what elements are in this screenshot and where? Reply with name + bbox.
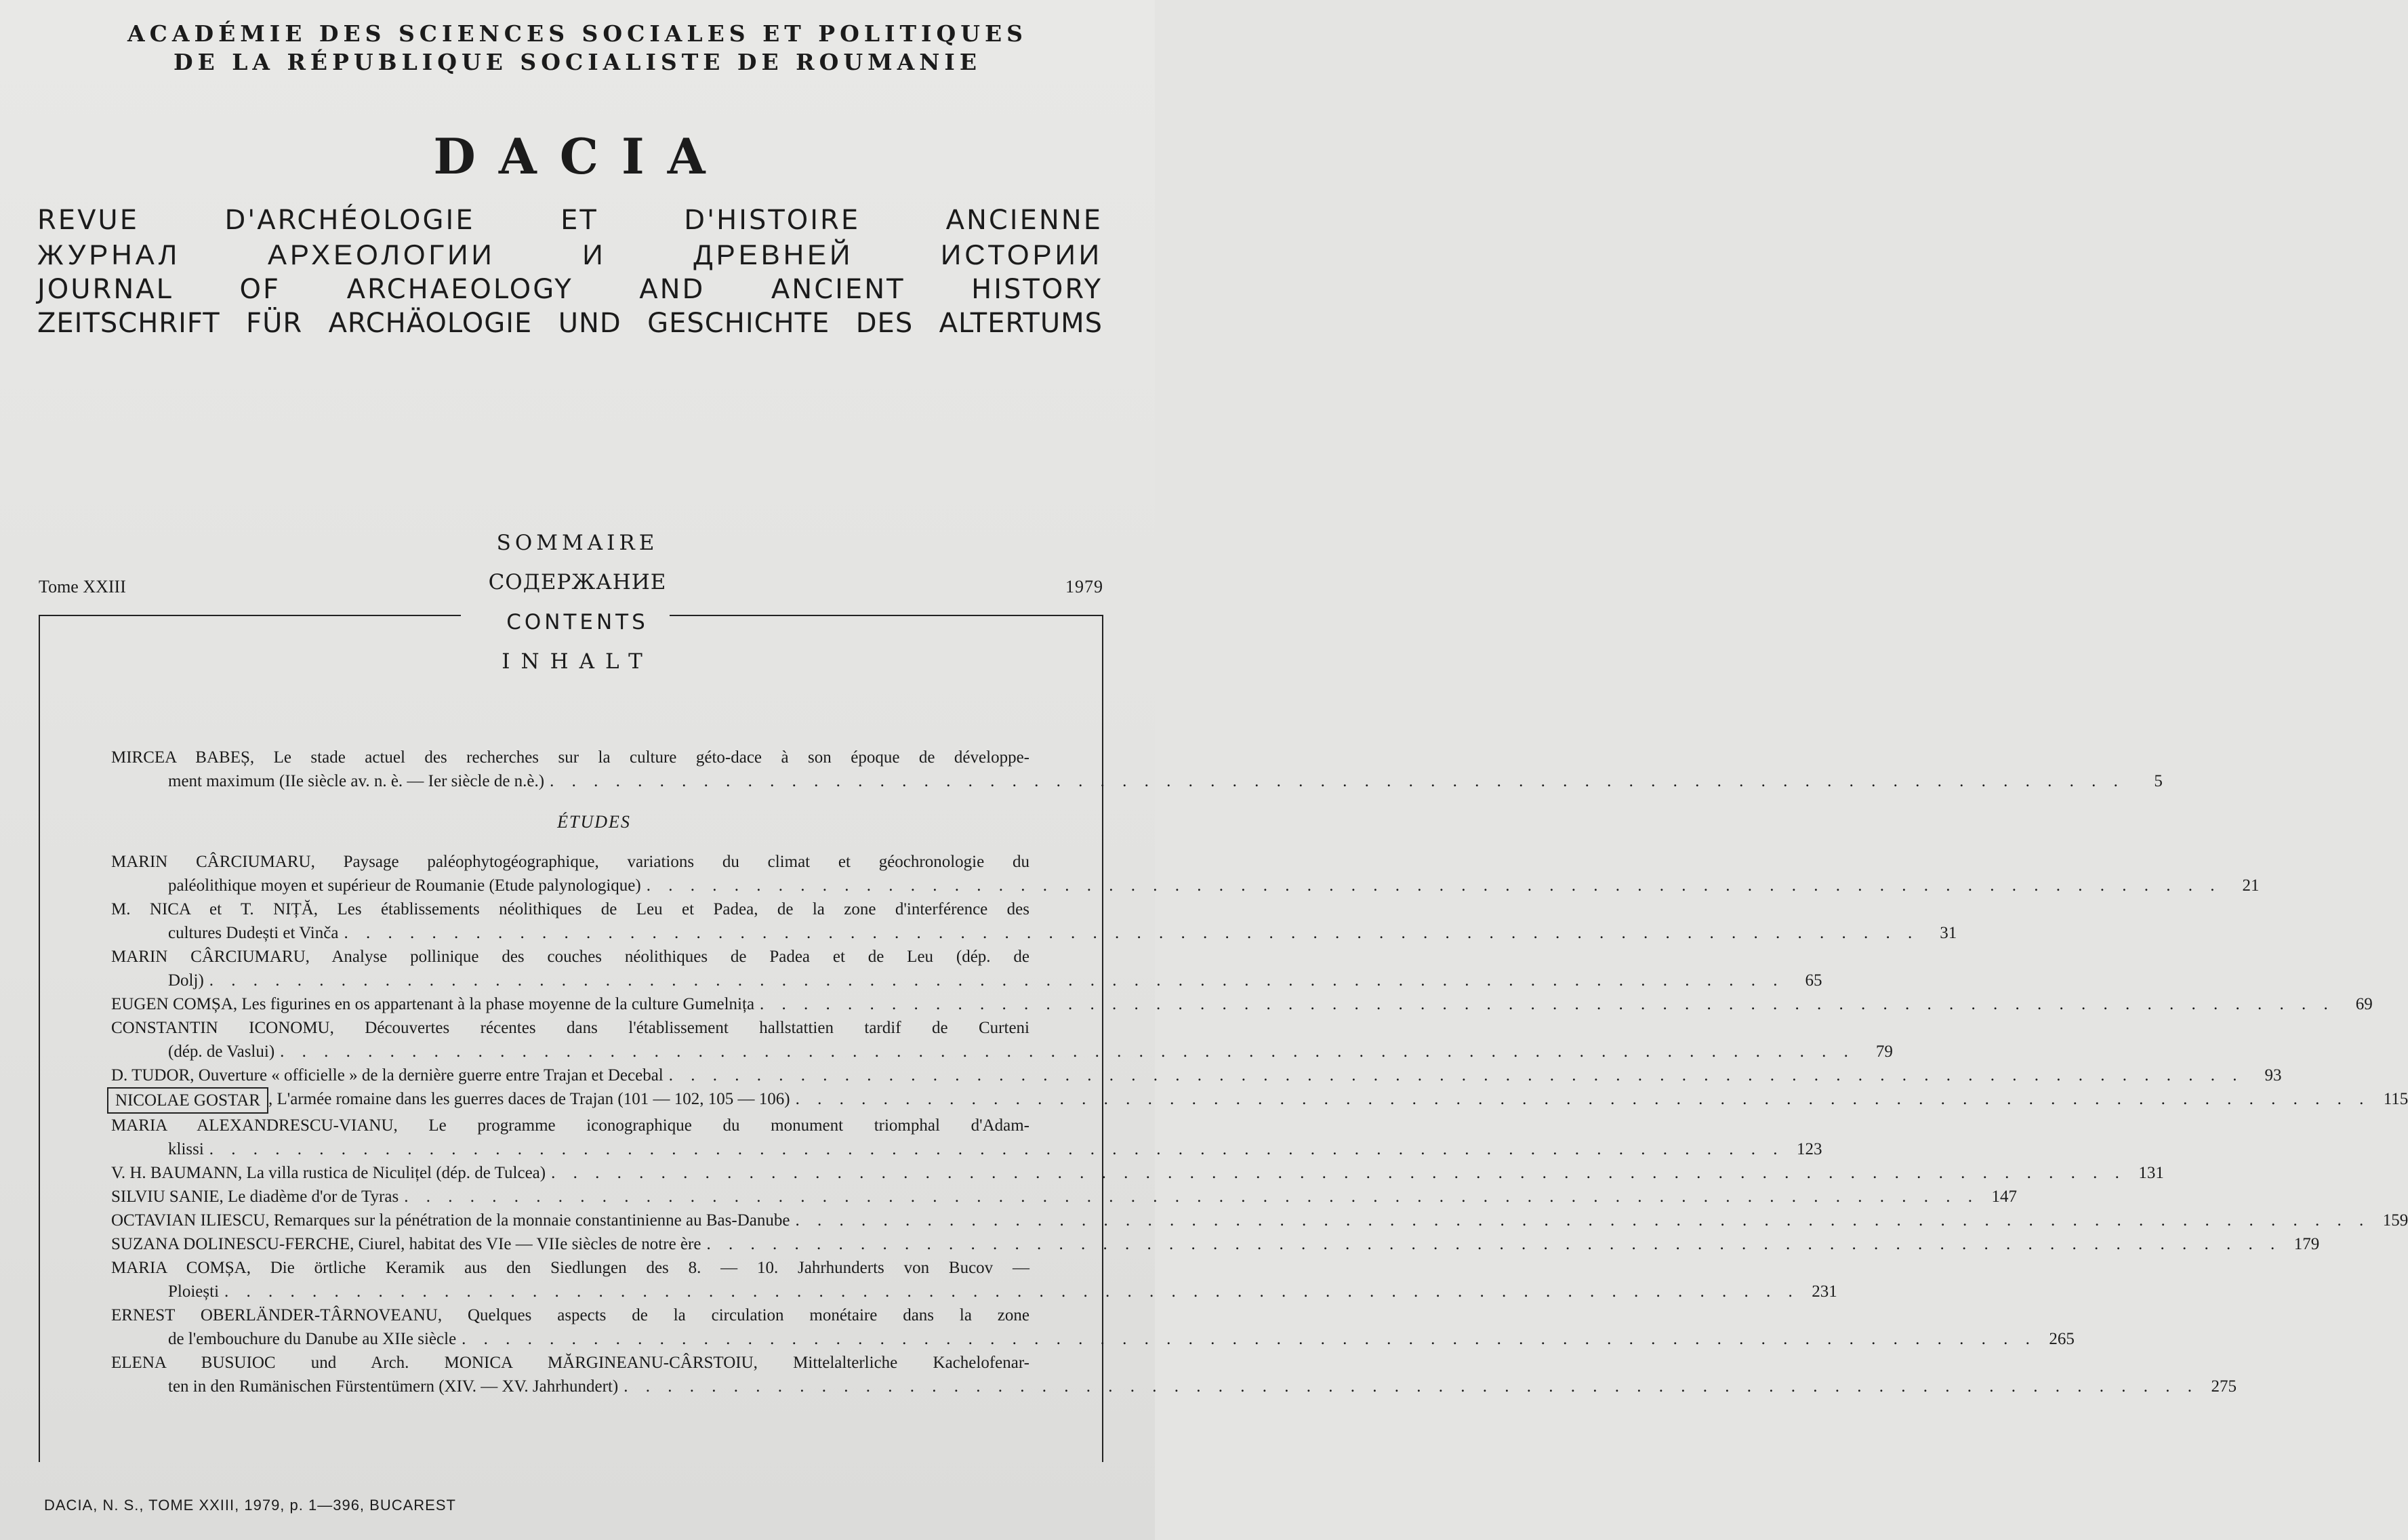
toc-page-number: 131: [2138, 1164, 2164, 1182]
contents-heading-russian: СОДЕРЖАНИЕ: [488, 570, 667, 594]
dot-leader: . . . . . . . . . . . . . . . . . . . . . . . . . . . . . . . . . . . . . . . . . . . . . . . . . . . . . . . . . . . . . . . . . . . . . . . .: [344, 924, 1919, 942]
toc-entry[interactable]: [111, 1063, 2282, 1087]
dot-leader: . . . . . . . . . . . . . . . . . . . . . . . . . . . . . . . . . . . . . . . . . . . . . . . . . . . . . . . . . . . . . . . . . . . . . . . .: [224, 1282, 1799, 1301]
toc-entry-line2: Dolj): [168, 971, 204, 990]
subtitle-german: ZEITSCHRIFT FÜR ARCHÄOLOGIE UND GESCHICHTE DES ALTERTUMS: [37, 308, 1103, 339]
toc-entry-line1: , L'armée romaine dans les guerres daces de Trajan (101 — 102, 105 — 106): [268, 1090, 790, 1108]
toc-entry-line1: D. TUDOR, Ouverture « officielle » de la dernière guerre entre Trajan et Decebal: [111, 1066, 664, 1085]
dot-leader: . . . . . . . . . . . . . . . . . . . . . . . . . . . . . . . . . . . . . . . . . . . . . . . . . . . . . . . . . . . . . . . . . . . . . . . .: [624, 1377, 2199, 1396]
toc-entry-line1: ELENA BUSUIOC und Arch. MONICA MĂRGINEANU-CÂRSTOIU, Mittelalterliche Kachelofenar-: [111, 1354, 1029, 1372]
toc-entry-line2: ment maximum (IIe siècle av. n. è. — Ier siècle de n.è.): [168, 772, 545, 790]
toc-entry-line2: de l'embouchure du Danube au XIIe siècle: [168, 1330, 457, 1348]
toc-entry[interactable]: [111, 897, 1957, 945]
toc-page-number: 5: [2154, 772, 2163, 790]
toc-page-number: 21: [2242, 876, 2260, 895]
toc-entry-line1: V. H. BAUMANN, La villa rustica de Niculițel (dép. de Tulcea): [111, 1164, 546, 1182]
toc-entry[interactable]: [111, 1161, 2164, 1185]
frame-top-left-rule: [39, 615, 461, 616]
toc-page-number: 79: [1875, 1042, 1893, 1061]
toc-entry-line2: klissi: [168, 1140, 204, 1158]
toc-page-number: 93: [2264, 1066, 2282, 1085]
toc-list: [111, 850, 2408, 1398]
dot-leader: . . . . . . . . . . . . . . . . . . . . . . . . . . . . . . . . . . . . . . . . . . . . . . . . . . . . . . . . . . . . . . . . . . . . . . . .: [646, 876, 2222, 895]
toc-entry[interactable]: [111, 945, 1822, 992]
dot-leader: . . . . . . . . . . . . . . . . . . . . . . . . . . . . . . . . . . . . . . . . . . . . . . . . . . . . . . . . . . . . . . . . . . . . . . . .: [462, 1330, 2037, 1348]
dot-leader: . . . . . . . . . . . . . . . . . . . . . . . . . . . . . . . . . . . . . . . . . . . . . . . . . . . . . . . . . . . . . . . . . . . . . . . .: [760, 995, 2335, 1013]
toc-entry-intro[interactable]: [111, 746, 2163, 793]
dot-leader: . . . . . . . . . . . . . . . . . . . . . . . . . . . . . . . . . . . . . . . . . . . . . . . . . . . . . . . . . . . . . . . . . . . . . . . .: [404, 1188, 1979, 1206]
toc-entry[interactable]: [111, 1303, 2075, 1351]
toc-entry-line1: MARIN CÂRCIUMARU, Analyse pollinique des couches néolithiques de Padea et de Leu (dép. de: [111, 948, 1029, 966]
toc-page-number: 275: [2211, 1377, 2237, 1396]
toc-page-number: 65: [1805, 971, 1822, 990]
dot-leader: . . . . . . . . . . . . . . . . . . . . . . . . . . . . . . . . . . . . . . . . . . . . . . . . . . . . . . . . . . . . . . . . . . . . . . . .: [551, 1164, 2126, 1182]
dot-leader: . . . . . . . . . . . . . . . . . . . . . . . . . . . . . . . . . . . . . . . . . . . . . . . . . . . . . . . . . . . . . . . . . . . . . . . .: [209, 971, 1784, 990]
contents-heading-german: INHALT: [502, 649, 653, 674]
dot-leader: . . . . . . . . . . . . . . . . . . . . . . . . . . . . . . . . . . . . . . . . . . . . . . . . . . . . . . . . . . . . . . . . . . . . . . . .: [795, 1211, 2371, 1230]
toc-page-number: 147: [1991, 1188, 2017, 1206]
toc-entry[interactable]: [111, 992, 2373, 1016]
contents-heading-french: SOMMAIRE: [496, 531, 659, 555]
toc-page-number: 265: [2049, 1330, 2075, 1348]
subtitle-russian: ЖУРНАЛ АРХЕОЛОГИИ И ДРЕВНЕЙ ИСТОРИИ: [37, 239, 1103, 270]
toc-entry[interactable]: [111, 1185, 2017, 1209]
toc-page-number: 179: [2293, 1235, 2320, 1253]
tome-number: Tome XXIII: [39, 577, 126, 596]
toc-entry[interactable]: [111, 1016, 1893, 1063]
dot-leader: . . . . . . . . . . . . . . . . . . . . . . . . . . . . . . . . . . . . . . . . . . . . . . . . . . . . . . . . . . . . . . . . . . . . . . . .: [280, 1042, 1855, 1061]
toc-entry-line1: MARIA ALEXANDRESCU-VIANU, Le programme iconographique du monument triomphal d'Adam-: [111, 1116, 1029, 1135]
toc-page-number: 231: [1812, 1282, 1837, 1301]
academy-name-line2: DE LA RÉPUBLIQUE SOCIALISTE DE ROUMANIE: [173, 49, 982, 75]
toc-entry-line1: EUGEN COMȘA, Les figurines en os appartenant à la phase moyenne de la culture Gumelnița: [111, 995, 755, 1013]
toc-entry-line1: MIRCEA BABEȘ, Le stade actuel des recherches sur la culture géto-dace à son époque de développe-: [111, 748, 1029, 767]
toc-entry-line2: (dép. de Vaslui): [168, 1042, 275, 1061]
toc-entry-line2: cultures Dudești et Vinča: [168, 924, 339, 942]
toc-entry-line1: MARIA COMȘA, Die örtliche Keramik aus den Siedlungen des 8. — 10. Jahrhunderts von Bucov —: [111, 1259, 1029, 1277]
toc-entry-line1: CONSTANTIN ICONOMU, Découvertes récentes dans l'établissement hallstattien tardif de Curteni: [111, 1019, 1029, 1037]
dot-leader: . . . . . . . . . . . . . . . . . . . . . . . . . . . . . . . . . . . . . . . . . . . . . . . . . . . . . . . . . . . . . . . . . . . . . . . .: [706, 1235, 2282, 1253]
toc-entry-line1: SUZANA DOLINESCU-FERCHE, Ciurel, habitat des VIe — VIIe siècles de notre ère: [111, 1235, 701, 1253]
toc-entry-line1: M. NICA et T. NIȚĂ, Les établissements néolithiques de Leu et Padea, de la zone d'interférence des: [111, 900, 1029, 918]
toc-page-number: 115: [2383, 1090, 2408, 1108]
toc-entry-line1: ERNEST OBERLÄNDER-TÂRNOVEANU, Quelques aspects de la circulation monétaire dans la zone: [111, 1306, 1029, 1324]
table-of-contents: [111, 746, 2408, 1398]
toc-entry[interactable]: [111, 1087, 2408, 1114]
toc-entry[interactable]: [111, 1114, 1822, 1161]
toc-entry[interactable]: [111, 1232, 2320, 1256]
toc-entry[interactable]: [111, 1351, 2237, 1398]
contents-heading-english: CONTENTS: [506, 610, 649, 634]
dot-leader: . . . . . . . . . . . . . . . . . . . . . . . . . . . . . . . . . . . . . . . . . . . . . . . . . . . . . . . . . . . . . . . . . . . . . . . .: [550, 772, 2125, 790]
toc-page-number: 31: [1940, 924, 1957, 942]
toc-page-number: 159: [2382, 1211, 2408, 1230]
subtitle-french: REVUE D'ARCHÉOLOGIE ET D'HISTOIRE ANCIENNE: [37, 205, 1103, 236]
dot-leader: . . . . . . . . . . . . . . . . . . . . . . . . . . . . . . . . . . . . . . . . . . . . . . . . . . . . . . . . . . . . . . . . . . . . . . . .: [209, 1140, 1784, 1158]
toc-entry-line1: OCTAVIAN ILIESCU, Remarques sur la pénétration de la monnaie constantinienne au Bas-Danube: [111, 1211, 790, 1230]
toc-entry-line1: MARIN CÂRCIUMARU, Paysage paléophytogéographique, variations du climat et géochronologie du: [111, 853, 1029, 871]
subtitle-english: JOURNAL OF ARCHAEOLOGY AND ANCIENT HISTORY: [37, 274, 1103, 305]
section-title-etudes: ÉTUDES: [557, 812, 631, 832]
toc-entry-line1: SILVIU SANIE, Le diadème d'or de Tyras: [111, 1188, 399, 1206]
publication-year: 1979: [1065, 577, 1103, 596]
dot-leader: . . . . . . . . . . . . . . . . . . . . . . . . . . . . . . . . . . . . . . . . . . . . . . . . . . . . . . . . . . . . . . . . . . . . . . . .: [668, 1066, 2244, 1085]
toc-entry[interactable]: [111, 1209, 2408, 1232]
frame-left-rule: [39, 615, 40, 1462]
toc-entry-line2: Ploiești: [168, 1282, 220, 1301]
dot-leader: . . . . . . . . . . . . . . . . . . . . . . . . . . . . . . . . . . . . . . . . . . . . . . . . . . . . . . . . . . . . . . . . . . . . . . . .: [795, 1090, 2371, 1108]
toc-page-number: 123: [1797, 1140, 1822, 1158]
page-footer: DACIA, N. S., TOME XXIII, 1979, p. 1—396, BUCAREST: [44, 1497, 456, 1514]
journal-title: DACIA: [433, 127, 729, 185]
frame-top-right-rule: [670, 615, 1103, 616]
toc-entry-line2: paléolithique moyen et supérieur de Roumanie (Etude palynologique): [168, 876, 641, 895]
academy-name-line1: ACADÉMIE DES SCIENCES SOCIALES ET POLITIQUES: [127, 20, 1027, 47]
toc-author-boxed: NICOLAE GOSTAR: [107, 1087, 268, 1114]
toc-entry[interactable]: [111, 850, 2260, 897]
toc-entry[interactable]: [111, 1256, 1837, 1303]
toc-entry-line2: ten in den Rumänischen Fürstentümern (XIV. — XV. Jahrhundert): [168, 1377, 619, 1396]
toc-page-number: 69: [2355, 995, 2373, 1013]
